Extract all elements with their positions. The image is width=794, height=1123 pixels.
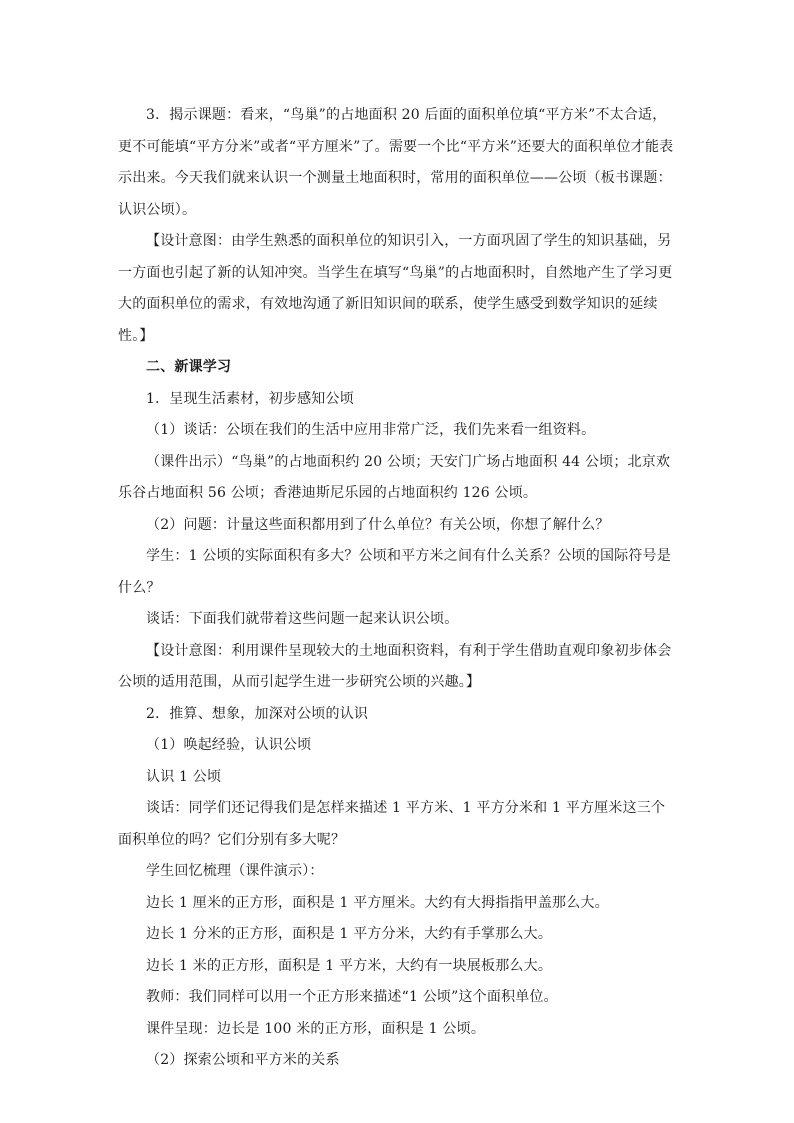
paragraph-square-dm: 边长 1 分米的正方形，面积是 1 平方分米，大约有手掌那么大。 (146, 926, 553, 942)
section-heading-new-lesson: 二、新课学习 (146, 359, 232, 375)
paragraph-courseware-hectare: 课件呈现：边长是 100 米的正方形，面积是 1 公顷。 (146, 1020, 486, 1037)
paragraph-courseware-data: （课件出示）“鸟巢”的占地面积约 20 公顷；天安门广场占地面积 44 公顷；北京欢乐谷占地面积 56 公顷；香港迪斯尼乐园的占地面积约 126 公顷。 (118, 453, 671, 501)
paragraph-talk-1: （1）谈话：公顷在我们的生活中应用非常广泛，我们先来看一组资料。 (146, 422, 596, 438)
paragraph-design-intent-1: 【设计意图：由学生熟悉的面积单位的知识引入，一方面巩固了学生的知识基础，另一方面也引起了新的认知冲突。当学生在填写“鸟巢”的占地面积时，自然地产生了学习更大的面积单位的需求，有效地沟通了新旧知识间的联系，使学生感受到数学知识的延续性。】 (118, 233, 673, 344)
paragraph-substep-1: （1）唤起经验，认识公顷 (146, 737, 312, 753)
paragraph-talk-3: 谈话：同学们还记得我们是怎样来描述 1 平方米、1 平方分米和 1 平方厘米这三个面积单位的吗？它们分别有多大呢？ (118, 800, 666, 848)
paragraph-reveal-topic: 3．揭示课题：看来，“鸟巢”的占地面积 20 后面的面积单位填“平方米”不太合适，更不可能填“平方分米”或者“平方厘米”了。需要一个比“平方米”还要大的面积单位才能表示出来。今天我们就来认识一个测量土地面积时，常用的面积单位——公顷（板书课题：认识公顷）。 (118, 107, 674, 218)
paragraph-square-m: 边长 1 米的正方形，面积是 1 平方米，大约有一块展板那么大。 (146, 957, 553, 974)
paragraph-teacher: 教师：我们同样可以用一个正方形来描述“1 公顷”这个面积单位。 (146, 989, 558, 1005)
paragraph-square-cm: 边长 1 厘米的正方形，面积是 1 平方厘米。大约有大拇指指甲盖那么大。 (146, 894, 609, 911)
paragraph-step-2: 2．推算、想象，加深对公顷的认识 (146, 705, 369, 722)
paragraph-question: （2）问题：计量这些面积都用到了什么单位？有关公顷，你想了解什么？ (146, 516, 610, 533)
paragraph-substep-2: （2）探索公顷和平方米的关系 (146, 1052, 340, 1068)
document-body (118, 100, 676, 1077)
paragraph-student-questions: 学生：1 公顷的实际面积有多大？公顷和平方米之间有什么关系？公顷的国际符号是什么？ (118, 548, 671, 596)
paragraph-design-intent-2: 【设计意图：利用课件呈现较大的土地面积资料，有利于学生借助直观印象初步体会公顷的适用范围，从而引起学生进一步研究公顷的兴趣。】 (118, 642, 672, 690)
paragraph-know-1-hectare: 认识 1 公顷 (146, 768, 222, 785)
paragraph-step-1: 1．呈现生活素材，初步感知公顷 (146, 390, 354, 407)
paragraph-student-review: 学生回忆梳理（课件演示）： (146, 863, 324, 879)
paragraph-talk-2: 谈话：下面我们就带着这些问题一起来认识公顷。 (146, 611, 459, 627)
